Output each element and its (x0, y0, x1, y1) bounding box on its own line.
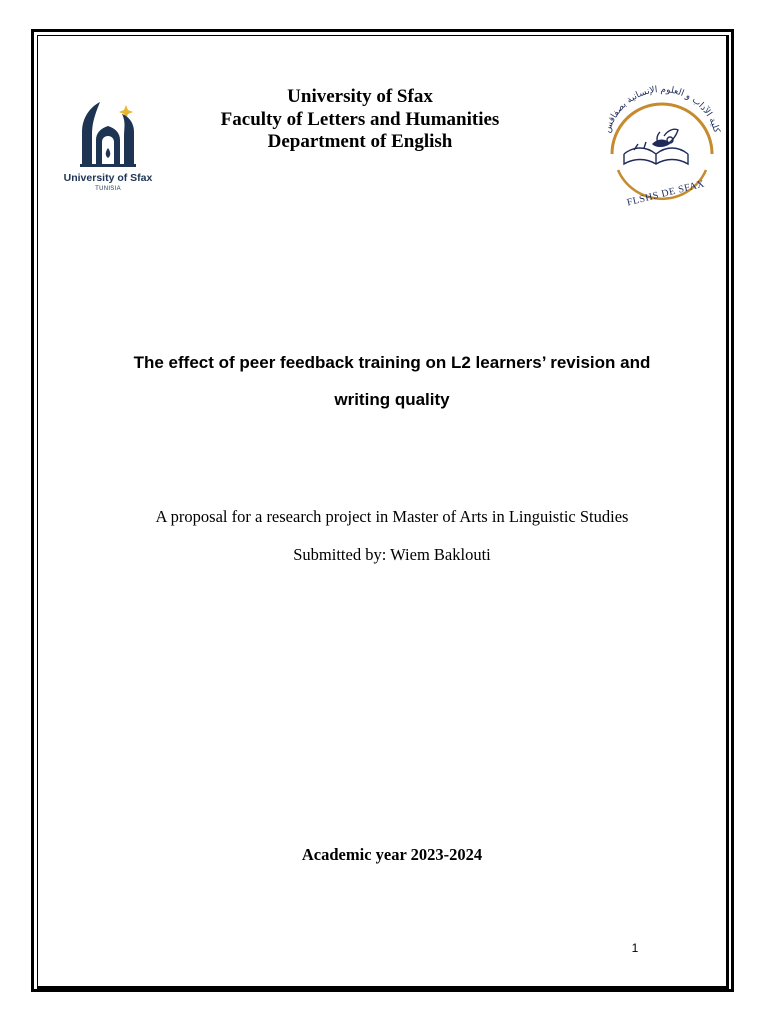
document-title-line-2: writing quality (334, 390, 450, 409)
faculty-seal-french: FLSHS DE SFAX (625, 178, 706, 209)
page-number: 1 (631, 941, 639, 955)
submitted-by: Submitted by: Wiem Baklouti (293, 545, 491, 564)
university-emblem-icon (62, 96, 154, 172)
university-name: University of Sfax (287, 86, 433, 107)
academic-year: Academic year 2023-2024 (301, 845, 483, 864)
university-logo (62, 96, 154, 196)
university-logo-name: University of Sfax (63, 172, 153, 184)
faculty-seal-arabic: كلية الآداب و العلوم الإنسانية بصفاقس (602, 84, 722, 135)
department-name: Department of English (267, 131, 453, 152)
institution-header (160, 86, 560, 154)
university-logo-country: TUNISIA (95, 186, 121, 192)
document-title-line-1: The effect of peer feedback training on L2 learners’ revision and (133, 353, 651, 372)
faculty-seal (594, 84, 736, 214)
document-title (90, 344, 694, 418)
proposal-description: A proposal for a research project in Master of Arts in Linguistic Studies (155, 507, 629, 526)
faculty-name: Faculty of Letters and Humanities (220, 108, 500, 130)
